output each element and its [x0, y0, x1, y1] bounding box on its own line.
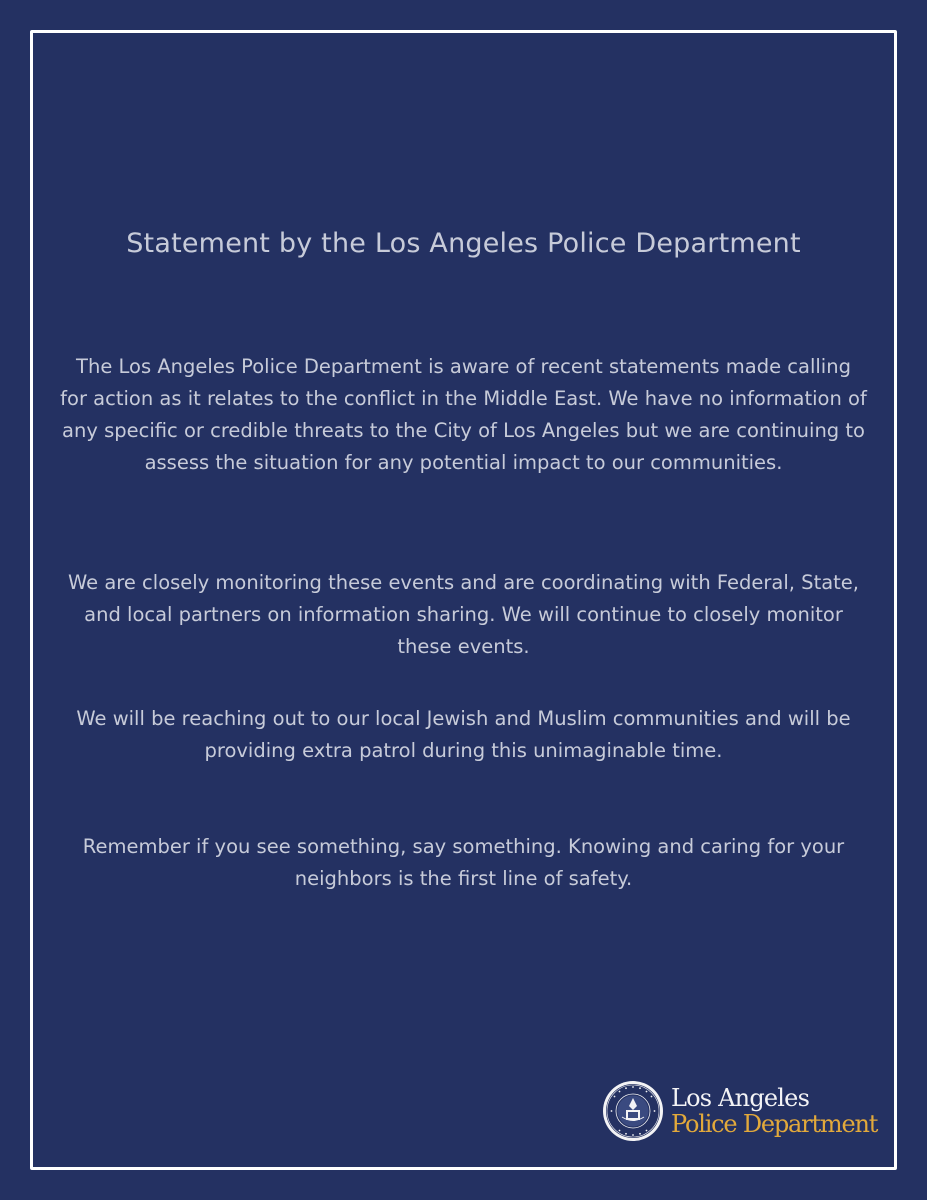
- lapd-wordmark: [671, 1086, 877, 1136]
- statement-title: Statement by the Los Angeles Police Department: [126, 228, 801, 259]
- statement-paragraph-1: The Los Angeles Police Department is aware of recent statements made calling for action as it relates to the conflict in the Middle East. We have no information of any specific or credible threats to the City of Los Angeles but we are continuing to assess the situation for any potential impact to our communities.: [60, 355, 867, 474]
- statement-paragraph-2: We are closely monitoring these events and are coordinating with Federal, State, and local partners on information sharing. We will continue to closely monitor these events.: [67, 571, 860, 658]
- lapd-logo: [602, 1080, 877, 1142]
- statement-paragraph-3: We will be reaching out to our local Jewish and Muslim communities and will be providing extra patrol during this unimaginable time.: [76, 707, 851, 762]
- logo-line-los-angeles: Los Angeles: [671, 1084, 810, 1112]
- logo-line-police-department: Police Department: [671, 1110, 878, 1138]
- lapd-seal-icon: [602, 1080, 664, 1142]
- statement-paragraph-4: Remember if you see something, say something. Knowing and caring for your neighbors is the first line of safety.: [82, 835, 845, 890]
